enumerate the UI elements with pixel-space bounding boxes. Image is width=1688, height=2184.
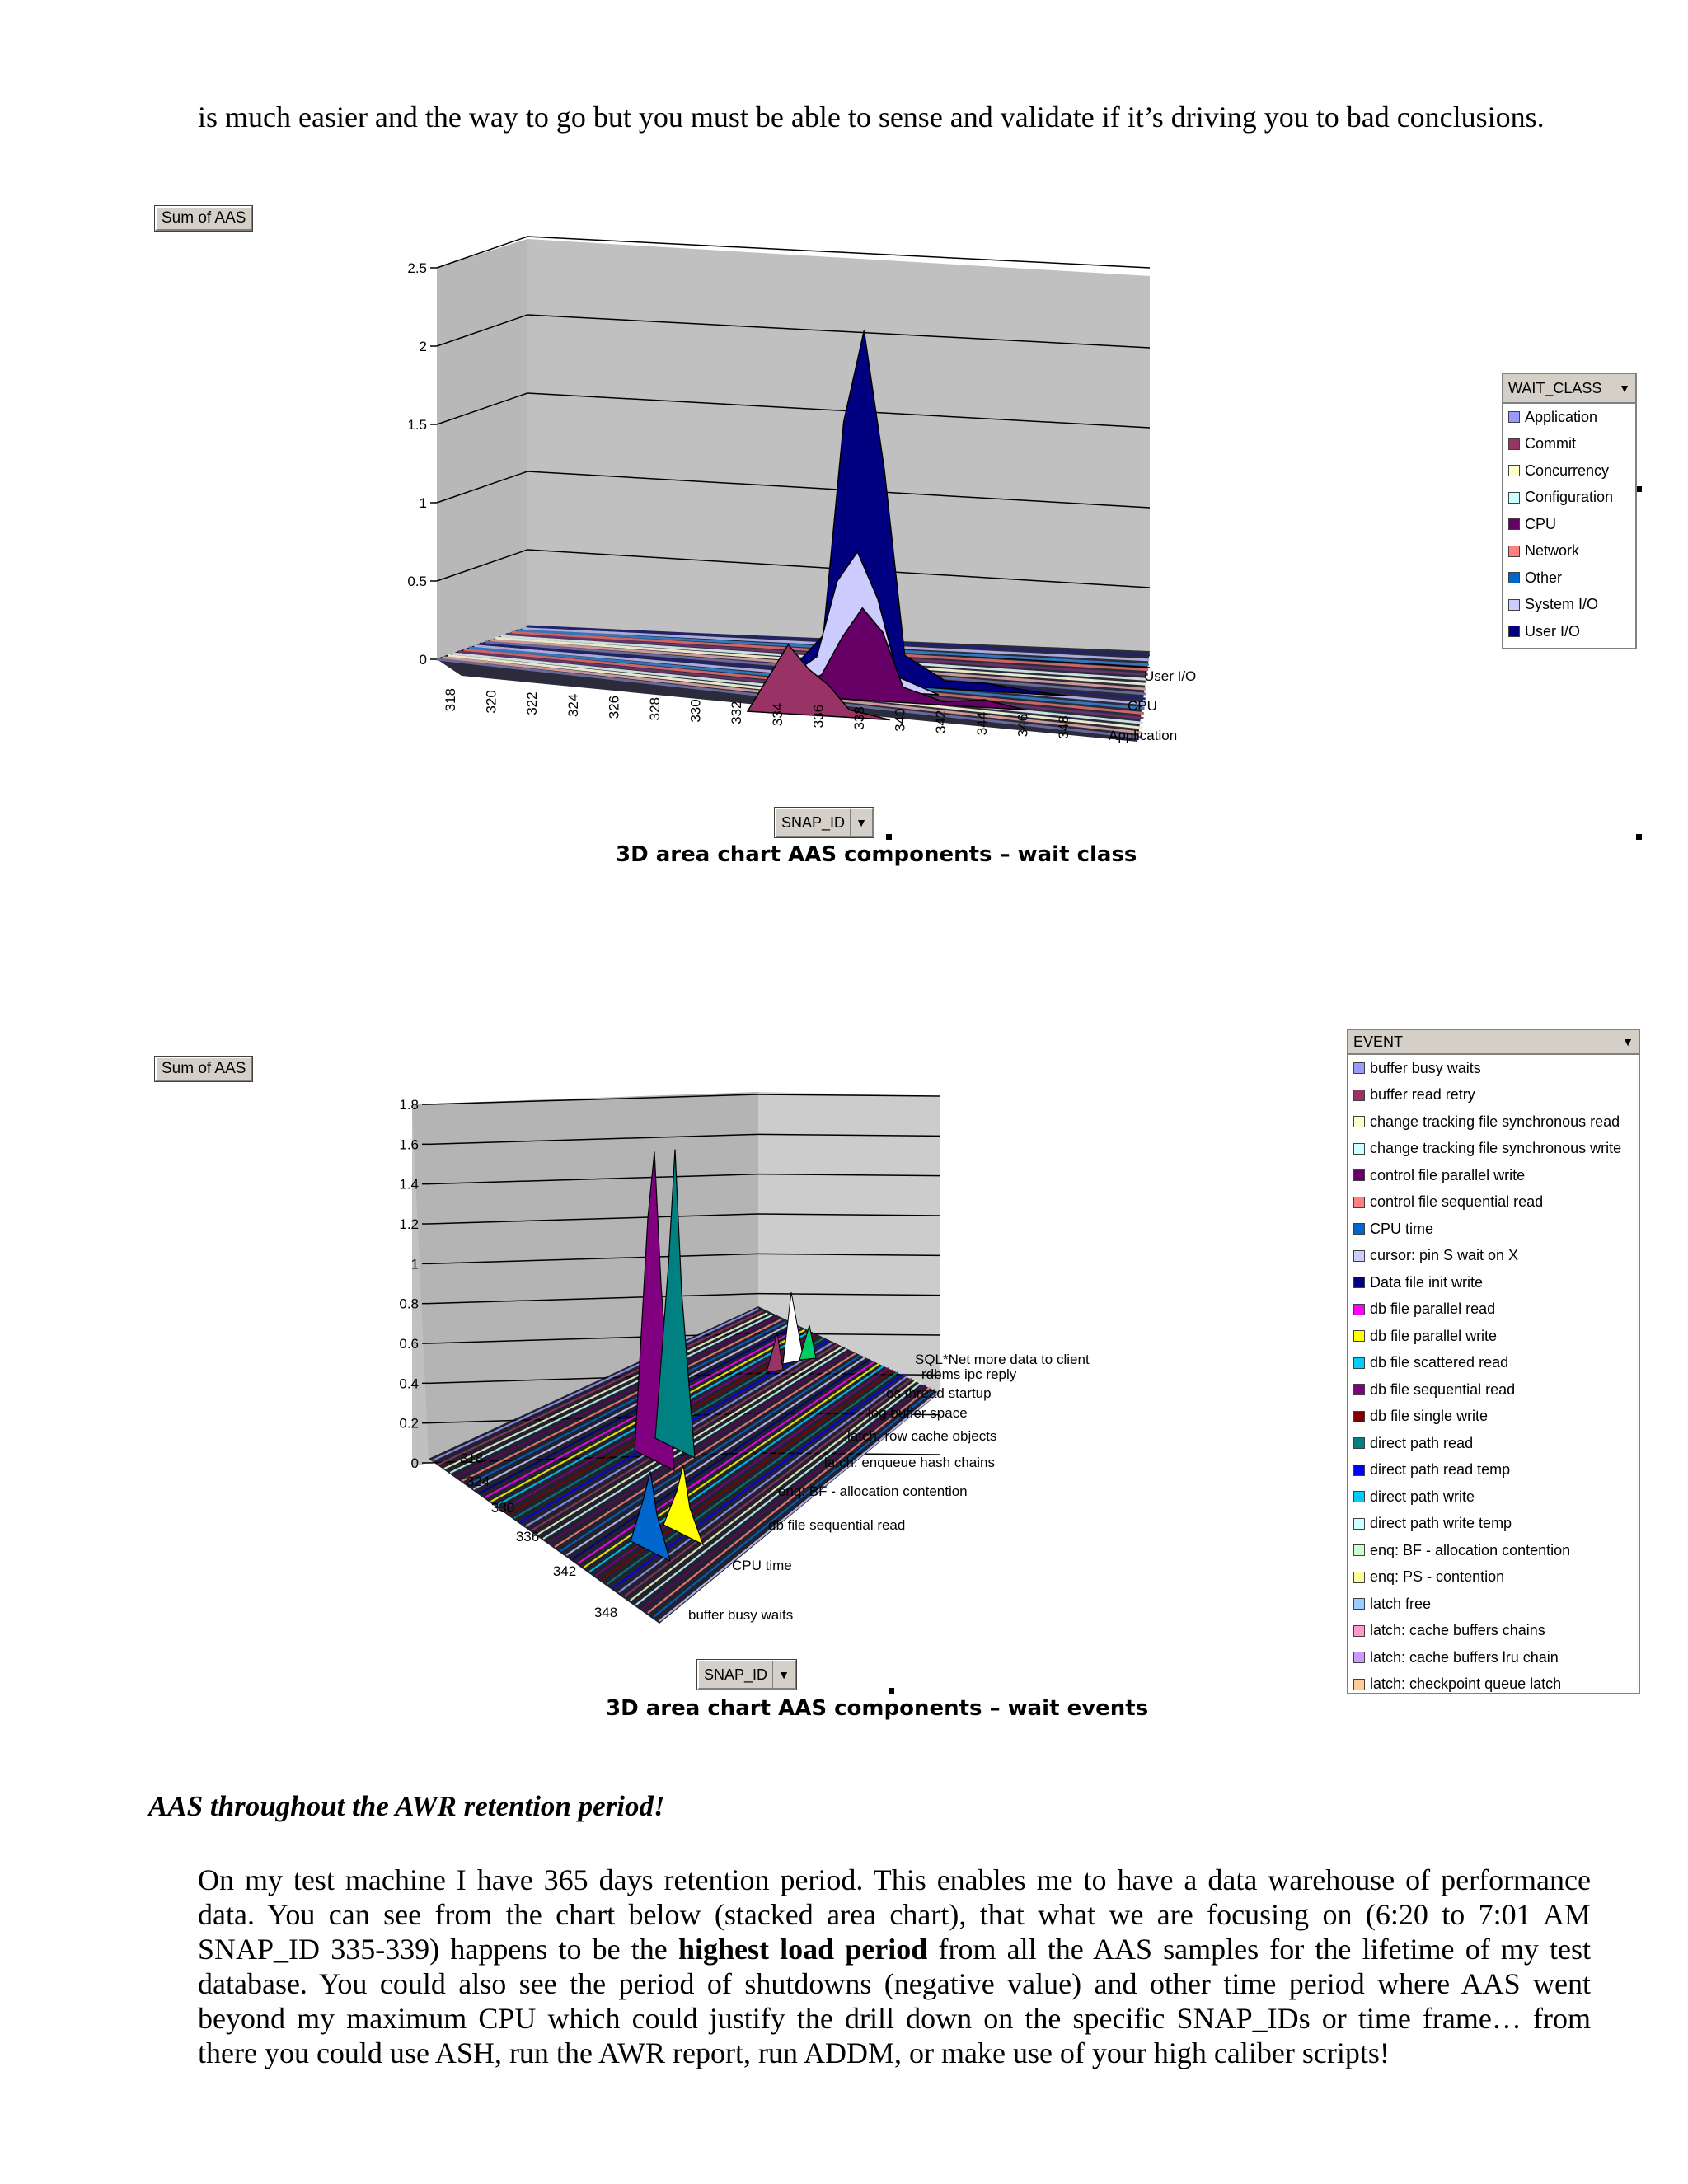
- legend-item-label: User I/O: [1525, 622, 1581, 640]
- legend-item[interactable]: [1348, 1055, 1639, 1082]
- x-tick-label: 344: [973, 711, 990, 736]
- legend-item[interactable]: [1348, 1537, 1639, 1564]
- paragraph-line: data. You can see from the chart below (stacked area chart), that what we are focusing on (6:20 to 7:01 AM: [198, 1898, 1591, 1931]
- legend-item-label: enq: BF - allocation contention: [1370, 1541, 1571, 1558]
- legend-swatch: [1353, 1143, 1365, 1155]
- legend-item-label: latch: cache buffers lru chain: [1370, 1648, 1559, 1666]
- depth-label: enq: BF - allocation contention: [778, 1483, 968, 1499]
- legend-item[interactable]: [1348, 1323, 1639, 1350]
- figure2-caption: 3D area chart AAS components – wait events: [606, 1696, 1149, 1721]
- depth-label: buffer busy waits: [688, 1607, 794, 1623]
- legend-swatch: [1353, 1197, 1365, 1208]
- legend-swatch: [1353, 1625, 1365, 1637]
- x-tick-label: 346: [1015, 714, 1031, 738]
- legend-item-label: CPU: [1525, 515, 1557, 532]
- x-tick-label: 336: [810, 704, 827, 729]
- legend-swatch: [1353, 1277, 1365, 1288]
- depth-label: latch: enqueue hash chains: [824, 1455, 995, 1470]
- x-tick-label: 340: [892, 708, 908, 732]
- y-tick-label: 1.2: [399, 1216, 419, 1232]
- snap-id-label-2: SNAP_ID: [704, 1666, 768, 1683]
- legend-swatch: [1353, 1437, 1365, 1449]
- y-tick-label: 0.4: [399, 1376, 419, 1392]
- depth-label: User I/O: [1144, 668, 1197, 684]
- legend-item[interactable]: [1348, 1404, 1639, 1431]
- legend-item[interactable]: [1348, 1483, 1639, 1511]
- legend-item[interactable]: [1348, 1511, 1639, 1538]
- legend-item-label: Data file init write: [1370, 1273, 1484, 1291]
- legend-item-label: buffer read retry: [1370, 1086, 1475, 1104]
- legend-item-label: db file scattered read: [1370, 1354, 1509, 1371]
- legend-item-label: Application: [1525, 408, 1598, 425]
- legend-swatch: [1353, 1357, 1365, 1369]
- y-tick-label: 2: [419, 339, 427, 354]
- legend-item-label: direct path read: [1370, 1434, 1474, 1451]
- event-legend[interactable]: [1347, 1029, 1640, 1694]
- depth-label: Application: [1109, 728, 1178, 743]
- legend-item-label: Other: [1525, 569, 1563, 586]
- snap-id-dropdown-2[interactable]: [697, 1660, 796, 1690]
- legend-item-label: cursor: pin S wait on X: [1370, 1247, 1519, 1264]
- chevron-down-icon[interactable]: ▼: [1622, 1035, 1634, 1048]
- x-tick-label: 324: [466, 1474, 490, 1489]
- legend-item-label: db file parallel read: [1370, 1301, 1496, 1318]
- highlight-text: highest load period: [678, 1933, 928, 1966]
- marker-dot: [889, 1688, 894, 1694]
- x-tick-label: 326: [606, 695, 622, 719]
- paragraph-line: beyond my maximum CPU which could justify the drill down on the specific SNAP_IDs or time frame… from: [198, 2002, 1591, 2035]
- legend-item[interactable]: [1348, 1243, 1639, 1270]
- legend-swatch: [1353, 1465, 1365, 1476]
- legend-item[interactable]: [1348, 1644, 1639, 1671]
- y-tick-label: 1.5: [407, 417, 427, 433]
- legend-header-label: WAIT_CLASS: [1508, 379, 1602, 396]
- legend-item[interactable]: [1348, 1376, 1639, 1404]
- depth-label: rdbms ipc reply: [921, 1366, 1017, 1382]
- x-tick-label: 322: [524, 691, 541, 715]
- legend-item-label: direct path write temp: [1370, 1515, 1512, 1532]
- legend-item-label: Network: [1525, 542, 1580, 560]
- legend-item[interactable]: [1348, 1216, 1639, 1243]
- chevron-down-icon: ▼: [850, 809, 872, 836]
- legend-item[interactable]: [1348, 1457, 1639, 1484]
- legend-item-label: Commit: [1525, 435, 1576, 452]
- x-tick-label: 320: [483, 690, 499, 714]
- x-tick-label: 332: [729, 701, 745, 724]
- legend-item-label: db file sequential read: [1370, 1380, 1516, 1398]
- x-tick-label: 338: [851, 706, 867, 730]
- legend-item[interactable]: [1348, 1618, 1639, 1645]
- y-tick-label: 2.5: [407, 260, 427, 276]
- legend-item-label: buffer busy waits: [1370, 1059, 1481, 1076]
- legend-item-label: db file parallel write: [1370, 1327, 1498, 1344]
- x-tick-label: 328: [647, 697, 663, 721]
- paragraph-line: On my test machine I have 365 days retention period. This enables me to have a data warehouse of performance: [198, 1863, 1591, 1896]
- legend-item-label: change tracking file synchronous read: [1370, 1113, 1620, 1130]
- legend-item[interactable]: [1348, 1591, 1639, 1618]
- chevron-down-icon: ▼: [772, 1661, 795, 1688]
- legend-item[interactable]: [1348, 1269, 1639, 1296]
- x-tick-label: 342: [552, 1563, 577, 1579]
- paragraph-line: there you could use ASH, run the AWR report, run ADDM, or make use of your high caliber scripts!: [198, 2036, 1390, 2069]
- legend-item-label: control file parallel write: [1370, 1166, 1526, 1183]
- x-tick-label: 318: [460, 1451, 484, 1466]
- depth-label: log buffer space: [868, 1405, 968, 1421]
- legend-swatch: [1353, 1223, 1365, 1235]
- legend-item-label: latch: cache buffers chains: [1370, 1622, 1545, 1639]
- event-legend-items: [1348, 1055, 1639, 1694]
- y-tick-label: 0.5: [407, 574, 427, 589]
- x-tick-label: 348: [593, 1605, 618, 1620]
- legend-swatch: [1353, 1090, 1365, 1101]
- legend-item-label: db file single write: [1370, 1408, 1489, 1425]
- y-tick-label: 0: [410, 1455, 419, 1471]
- legend-item[interactable]: [1348, 1430, 1639, 1457]
- event-legend-header[interactable]: [1348, 1030, 1639, 1055]
- paragraph-line: SNAP_ID 335-339) happens to be the highest load period from all the AAS samples for the lifetime of my test: [198, 1933, 1592, 1966]
- y-tick-label: 1.8: [399, 1097, 419, 1113]
- legend-item[interactable]: [1348, 1108, 1639, 1136]
- x-tick-label: 318: [443, 688, 458, 712]
- legend-swatch: [1353, 1116, 1365, 1127]
- x-tick-label: 330: [687, 699, 704, 723]
- depth-label: CPU time: [732, 1558, 792, 1573]
- y-tick-label: 0.8: [399, 1296, 419, 1312]
- legend-item[interactable]: [1348, 1082, 1639, 1109]
- legend-item-label: System I/O: [1525, 596, 1599, 613]
- legend-swatch: [1353, 1169, 1365, 1181]
- x-tick-label: 342: [933, 710, 950, 733]
- legend-swatch: [1353, 1384, 1365, 1395]
- legend-swatch: [1353, 1491, 1365, 1502]
- legend-swatch: [1353, 1411, 1365, 1422]
- y-tick-label: 0: [419, 652, 427, 668]
- sum-of-aas-field-button-2[interactable]: Sum of AAS: [155, 1057, 252, 1081]
- y-tick-label: 0.6: [399, 1336, 419, 1352]
- y-tick-label: 1.6: [399, 1137, 419, 1153]
- legend-swatch: [1353, 1544, 1365, 1556]
- x-tick-label: 324: [565, 693, 581, 718]
- depth-label: latch: row cache objects: [847, 1428, 997, 1444]
- sum-of-aas-field-button-1[interactable]: Sum of AAS: [155, 206, 252, 231]
- legend-item[interactable]: [1348, 1296, 1639, 1324]
- legend-item-label: control file sequential read: [1370, 1193, 1544, 1211]
- legend-item[interactable]: [1348, 1162, 1639, 1189]
- x-tick-label: 330: [490, 1500, 515, 1516]
- legend-item-label: latch: checkpoint queue latch: [1370, 1675, 1562, 1693]
- legend-item-label: change tracking file synchronous write: [1370, 1140, 1622, 1157]
- section-heading: AAS throughout the AWR retention period!: [148, 1790, 665, 1822]
- legend-item[interactable]: [1348, 1189, 1639, 1216]
- y-tick-label: 1: [419, 495, 427, 511]
- legend-swatch: [1353, 1330, 1365, 1342]
- y-tick-label: 1: [410, 1256, 419, 1272]
- legend-item[interactable]: [1348, 1136, 1639, 1163]
- legend-item-label: Configuration: [1525, 489, 1614, 506]
- legend-item-label: direct path write: [1370, 1488, 1475, 1505]
- x-tick-label: 336: [515, 1529, 540, 1544]
- legend-swatch: [1353, 1250, 1365, 1262]
- legend-swatch: [1353, 1598, 1365, 1610]
- y-tick-label: 0.2: [399, 1415, 419, 1432]
- legend-item-label: latch free: [1370, 1595, 1432, 1612]
- legend-item-label: CPU time: [1370, 1220, 1434, 1237]
- chevron-down-icon[interactable]: ▼: [1619, 382, 1630, 395]
- intro-text: is much easier and the way to go but you must be able to sense and validate if it’s driving you to bad conclusions.: [198, 101, 1545, 134]
- legend-item[interactable]: [1348, 1671, 1639, 1695]
- legend-swatch: [1353, 1304, 1365, 1315]
- y-tick-label: 1.4: [399, 1176, 419, 1193]
- legend-swatch: [1353, 1572, 1365, 1583]
- legend-swatch: [1353, 1518, 1365, 1530]
- legend-item-label: direct path read temp: [1370, 1461, 1511, 1479]
- paragraph-line: database. You could also see the period of shutdowns (negative value) and other time period where AAS went: [198, 1967, 1591, 2000]
- body-paragraph: [198, 1863, 1591, 2070]
- figure1-caption: 3D area chart AAS components – wait class: [616, 842, 1137, 867]
- x-tick-label: 334: [769, 702, 785, 727]
- x-tick-label: 348: [1056, 715, 1071, 739]
- legend-header-label: EVENT: [1353, 1033, 1404, 1050]
- depth-label: SQL*Net more data to client: [915, 1352, 1090, 1367]
- legend-swatch: [1353, 1652, 1365, 1663]
- legend-item[interactable]: [1348, 1564, 1639, 1591]
- depth-label: os thread startup: [886, 1385, 992, 1401]
- legend-swatch: [1353, 1062, 1365, 1074]
- legend-item[interactable]: [1348, 1350, 1639, 1377]
- depth-label: db file sequential read: [768, 1517, 906, 1533]
- snap-id-label-1: SNAP_ID: [781, 813, 846, 831]
- legend-item-label: enq: PS - contention: [1370, 1568, 1505, 1586]
- depth-label: CPU: [1128, 698, 1157, 714]
- legend-swatch: [1353, 1679, 1365, 1690]
- legend-item-label: Concurrency: [1525, 462, 1610, 479]
